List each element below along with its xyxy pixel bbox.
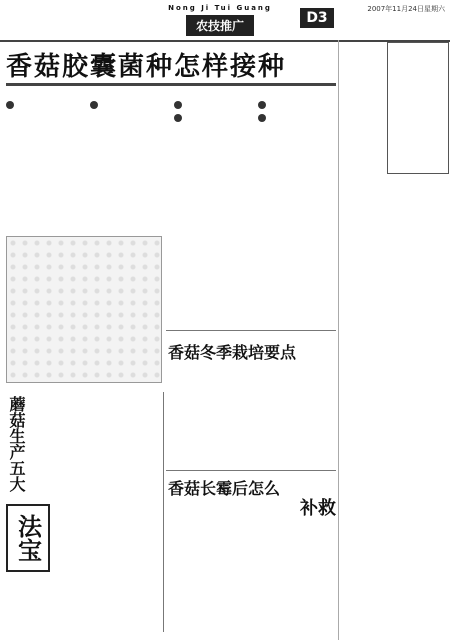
main-subhead-6 — [258, 114, 334, 122]
article3-title: 香菇长霉后怎么 — [168, 479, 281, 498]
article2-title: 香菇冬季栽培要点 — [168, 343, 297, 362]
bullet-icon — [174, 101, 182, 109]
right-column — [338, 40, 450, 640]
bullet-icon — [258, 101, 266, 109]
main-subhead-3 — [174, 101, 250, 109]
divider — [163, 392, 164, 632]
date-line: 2007年11月24日星期六 — [367, 5, 445, 13]
bullet-icon — [258, 114, 266, 122]
right-column-text — [343, 180, 447, 630]
headline-title: 香菇胶囊菌种怎样接种 — [6, 52, 287, 82]
side-title-highlight-box — [6, 504, 50, 572]
masthead-pinyin: Nong Ji Tui Guang — [168, 4, 272, 12]
main-subhead-1 — [6, 101, 82, 109]
mushroom-photo — [6, 236, 162, 383]
divider — [166, 330, 336, 331]
main-subhead-4 — [174, 114, 250, 122]
main-headline — [6, 46, 336, 86]
article-mold-remedy — [168, 476, 336, 626]
article3-text — [168, 525, 336, 635]
page-code-badge: D3 — [300, 8, 334, 28]
right-vertical-title-box — [387, 42, 449, 174]
masthead-center — [150, 4, 290, 36]
main-subhead-2 — [90, 101, 166, 109]
bullet-icon — [174, 114, 182, 122]
side-title-highlight: 法宝 — [13, 514, 42, 562]
masthead-right — [345, 2, 445, 14]
article3-title-2: 补救 — [300, 498, 336, 519]
main-article-col-3 — [174, 96, 250, 356]
masthead-section: 农技推广 — [186, 15, 254, 36]
bullet-icon — [6, 101, 14, 109]
headline-underline — [6, 83, 336, 86]
article-winter-cultivation — [168, 340, 336, 470]
article2-text — [168, 369, 336, 475]
bullet-icon — [90, 101, 98, 109]
side-article-text — [52, 396, 162, 626]
side-title-vertical: 蘑菇生产五大 — [7, 396, 26, 492]
main-article-col-4 — [258, 96, 334, 356]
masthead — [0, 0, 450, 42]
main-subhead-5 — [258, 101, 334, 109]
side-article-title — [6, 396, 46, 616]
